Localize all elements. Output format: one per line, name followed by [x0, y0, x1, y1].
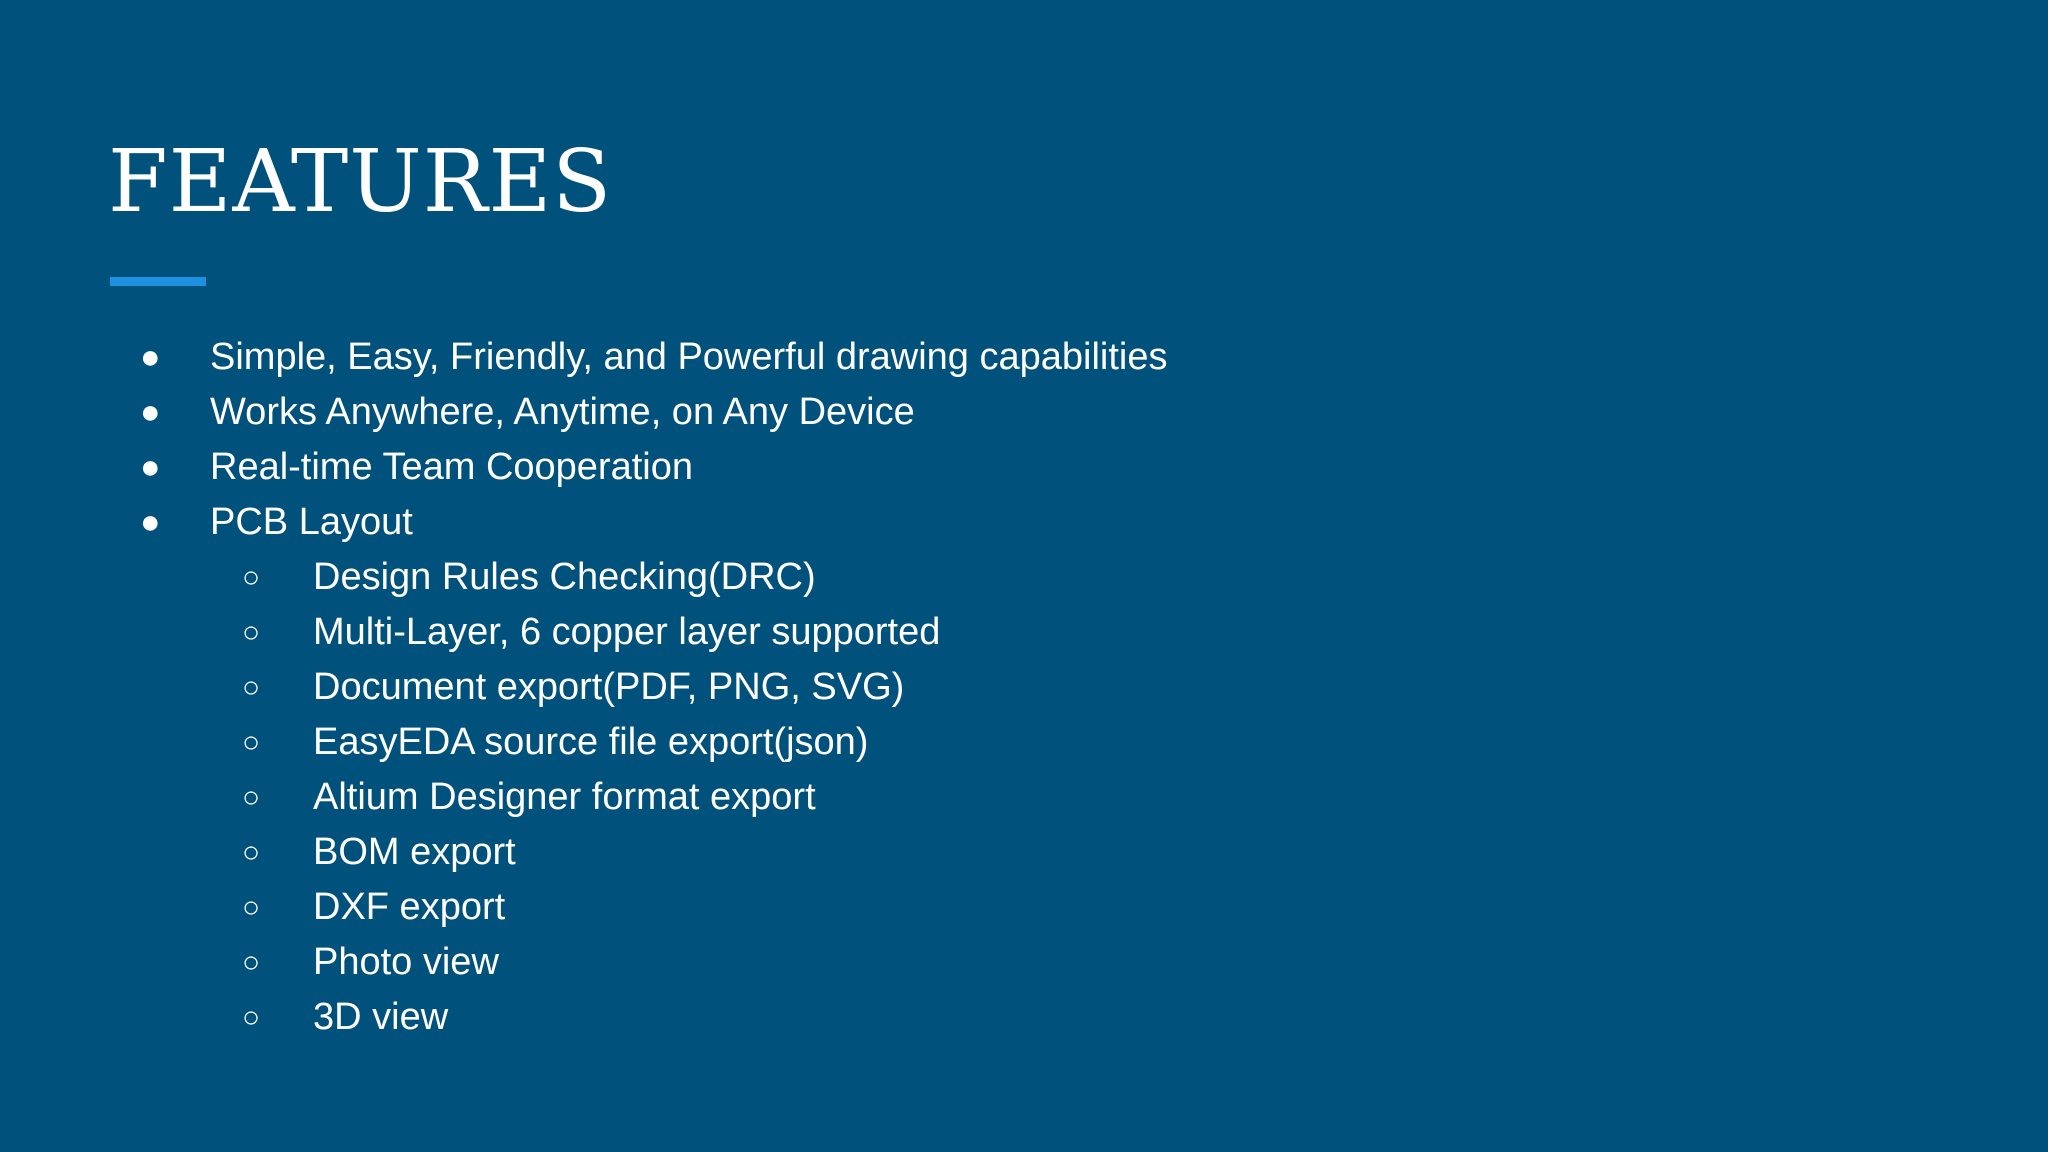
sub-bullet-icon: ○: [242, 946, 261, 979]
sub-list-item: [0, 550, 2048, 605]
sub-list-item: [0, 990, 2048, 1045]
sub-list-item-text: Design Rules Checking(DRC): [313, 556, 816, 598]
sub-bullet-icon: ○: [242, 616, 261, 649]
sub-bullet-icon: ○: [242, 561, 261, 594]
bullet-icon: ●: [140, 393, 161, 431]
sub-bullet-icon: ○: [242, 1001, 261, 1034]
sub-bullet-icon: ○: [242, 781, 261, 814]
sub-list-item-text: Altium Designer format export: [313, 776, 816, 818]
list-item: [0, 330, 2048, 385]
sub-list-item: [0, 715, 2048, 770]
list-item-text: PCB Layout: [210, 501, 413, 543]
sub-list-item: [0, 880, 2048, 935]
list-item-text: Simple, Easy, Friendly, and Powerful drawing capabilities: [210, 336, 1168, 378]
bullet-icon: ●: [140, 338, 161, 376]
list-item: [0, 495, 2048, 550]
sub-list-item-text: Photo view: [313, 941, 499, 983]
bullet-icon: ●: [140, 448, 161, 486]
bullet-icon: ●: [140, 503, 161, 541]
list-item: [0, 440, 2048, 495]
sub-list-item-text: Document export(PDF, PNG, SVG): [313, 666, 905, 708]
sub-list-item: [0, 770, 2048, 825]
sub-bullet-icon: ○: [242, 891, 261, 924]
list-item-text: Works Anywhere, Anytime, on Any Device: [210, 391, 915, 433]
sub-list-item: [0, 660, 2048, 715]
title-accent-bar: [110, 277, 206, 286]
sub-list-item: [0, 605, 2048, 660]
list-item-text: Real-time Team Cooperation: [210, 446, 693, 488]
slide-title: FEATURES: [108, 132, 613, 232]
sub-list-item-text: 3D view: [313, 996, 449, 1038]
sub-list-item-text: Multi-Layer, 6 copper layer supported: [313, 611, 941, 653]
sub-bullet-icon: ○: [242, 671, 261, 704]
feature-list: [0, 330, 2048, 1045]
sub-list-item-text: BOM export: [313, 831, 516, 873]
sub-bullet-icon: ○: [242, 836, 261, 869]
sub-bullet-icon: ○: [242, 726, 261, 759]
sub-list-item-text: EasyEDA source file export(json): [313, 721, 869, 763]
list-item: [0, 385, 2048, 440]
sub-list-item: [0, 935, 2048, 990]
sub-list-item-text: DXF export: [313, 886, 506, 928]
sub-list-item: [0, 825, 2048, 880]
